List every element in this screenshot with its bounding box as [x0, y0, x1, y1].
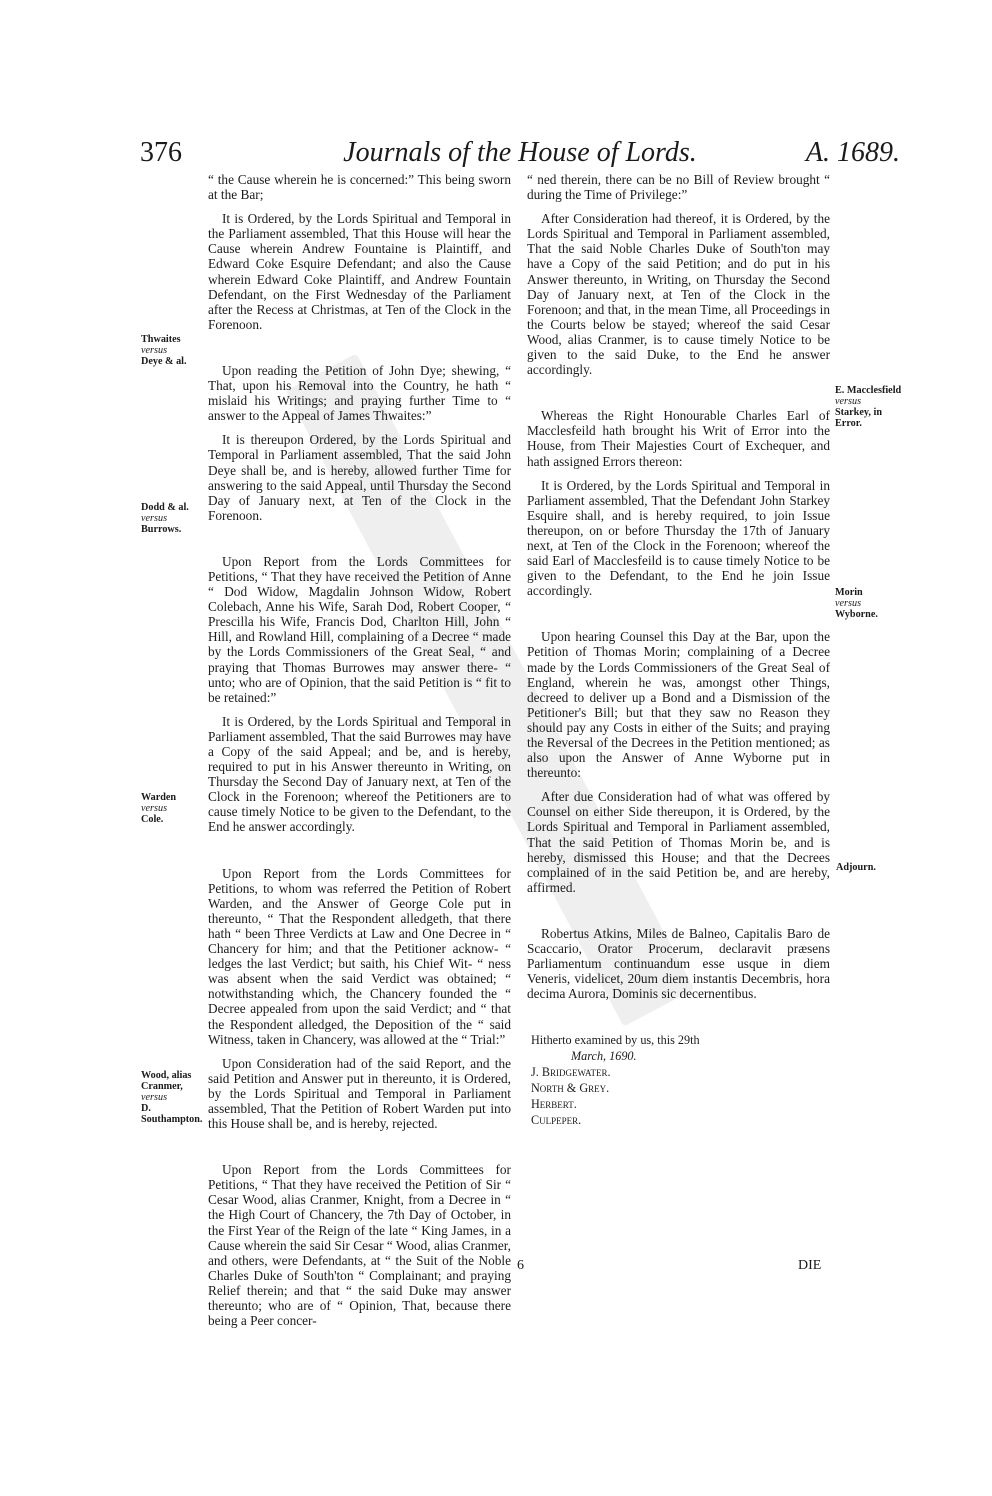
margin-note: Dodd & al. versus Burrows.: [141, 502, 189, 535]
page-year: A. 1689.: [805, 137, 900, 168]
paragraph: Whereas the Right Honourable Charles Earl of Macclesfeild hath brought his Writ of Error into the House, from Their Majesties Court of Exchequer, and hath assigned Errors thereon:: [527, 408, 830, 469]
page-number: 376: [140, 137, 182, 168]
margin-note: Adjourn.: [836, 862, 876, 873]
paragraph: It is Ordered, by the Lords Spiritual and Temporal in Parliament assembled, That the Defendant John Starkey Esquire shall, and is hereby required, to join Issue thereupon, on or before Thursday the 17th of January next, at Ten of the Clock in the Forenoon; whereof the said Earl of Macclesfeild is to cause timely Notice to be given to the Defendant, to the End he join Issue accordingly.: [527, 477, 830, 599]
signature-date: March, 1690.: [571, 1049, 637, 1064]
margin-note: Thwaites versus Deye & al.: [141, 334, 187, 367]
signatory: J. Bridgewater.: [531, 1065, 611, 1080]
margin-note: E. Macclesfield versus Starkey, in Error.: [835, 385, 902, 429]
paragraph: Upon Consideration had of the said Report, and the said Petition and Answer put in thereunto, it is Ordered, by the Lords Spiritual and Temporal in Parliament assembled, That the Petition of Robert Warden put into this House shall be, and is hereby, rejected.: [208, 1055, 511, 1132]
paragraph: Robertus Atkins, Miles de Balneo, Capitalis Baro de Scaccario, Orator Procerum, declaravit præsens Parliamentum continuandum esse usque in diem Veneris, videlicet, 20um diem instantis Decembris, hora decima Aurora, Dominis sic decernentibus.: [527, 925, 830, 1002]
paragraph: Upon Report from the Lords Committees for Petitions, to whom was referred the Petition of Robert Warden, and the Answer of George Cole put in thereunto, “ That the Respondent alledgeth, that there hath “ been Three Verdicts at Law and One Decree in “ Chancery for him; and that the Petitioner acknow- “ ledges the last Verdict; but saith, his Chief Wit- “ ness was absent when the said Verdict was obtained; “ notwithstanding which, the Chancery founded the “ Decree appealed from upon the said Verdict; and “ that the Respondent alledged, the Deposition of the “ said Witness, taken in Chancery, was allowed at the “ Trial:”: [208, 865, 511, 1047]
paragraph: It is Ordered, by the Lords Spiritual and Temporal in the Parliament assembled, That this House will hear the Cause wherein Andrew Fountaine is Plaintiff, and Edward Coke Esquire Defendant; and also the Cause wherein Edward Coke Plaintiff, and Andrew Fountain Defendant, on the First Wednesday of the Parliament after the Recess at Christmas, at Ten of the Clock in the Forenoon.: [208, 211, 511, 332]
paragraph: Upon reading the Petition of John Dye; shewing, “ That, upon his Removal into the Country, he hath “ mislaid his Writings; and praying further Time to “ answer to the Appeal of James Thwaites:”: [208, 362, 511, 424]
page-header: [140, 137, 900, 177]
paragraph: It is thereupon Ordered, by the Lords Spiritual and Temporal in Parliament assembled, That the said John Deye shall be, and is hereby, allowed further Time for answering to the said Appeal, until Thursday the Second Day of January next, at Ten of the Clock in the Forenoon.: [208, 432, 511, 523]
margin-note: Wood, alias Cranmer, versus D. Southampton.: [141, 1070, 203, 1125]
right-column: [527, 172, 830, 1128]
paragraph: “ ned therein, there can be no Bill of Review brought “ during the Time of Privilege:”: [527, 172, 830, 203]
paragraph: Upon Report from the Lords Committees for Petitions, “ That they have received the Petition of Anne “ Dod Widow, Magdalin Johnson Widow, Robert Colebach, Anne his Wife, Sarah Dod, Robert Cooper, “ Prescilla his Wife, Francis Dod, Charlton Hill, John “ Hill, and Rowland Hill, complaining of a Decree “ made by the Lords Commissioners of the Great Seal, “ and praying that Thomas Burrowes may answer there- “ unto; who are of Opinion, that the said Petition is “ fit to be retained:”: [208, 553, 511, 705]
signature-mark: 6: [517, 1258, 524, 1273]
signature-block: [527, 1032, 830, 1128]
paragraph: After due Consideration had of what was offered by Counsel on either Side thereupon, it is Ordered, by the Lords Spiritual and Temporal in Parliament assembled, That the said Petition of Thomas Morin be, and is hereby, dismissed this House; and that the Decrees complained of in the said Petition be, and are hereby, affirmed.: [527, 789, 830, 895]
catchword: DIE: [798, 1258, 822, 1273]
left-column: [208, 172, 511, 1337]
signatory: Culpeper.: [531, 1113, 582, 1128]
paragraph: It is Ordered, by the Lords Spiritual and Temporal in Parliament assembled, That the said Burrowes may have a Copy of the said Appeal; and be, and is hereby, required to put in his Answer thereunto in Writing, on Thursday the Second Day of January next, at Ten of the Clock in the Forenoon; whereof the Petitioners are to cause timely Notice to be given to the Defendant, to the End he answer accordingly.: [208, 713, 511, 835]
margin-note: Warden versus Cole.: [141, 792, 177, 825]
signatory: North & Grey.: [531, 1081, 610, 1096]
signatory: Herbert.: [531, 1097, 577, 1112]
paragraph: Upon Report from the Lords Committees for Petitions, “ That they have received the Petition of Sir “ Cesar Wood, alias Cranmer, Knight, from a Decree in “ the High Court of Chancery, the 7th Day of October, in the First Year of the Reign of the late “ King James, in a Cause wherein the said Sir Cesar “ Wood, alias Cranmer, and others, were Defendants, at “ the Suit of the Noble Charles Duke of South'ton “ Complainant; and praying Relief therein; and that “ the said Duke may answer thereunto; who are of “ Opinion, That, because there being a Peer concer-: [208, 1162, 511, 1329]
margin-note: Morin versus Wyborne.: [835, 587, 878, 620]
signature-intro: Hitherto examined by us, this 29th: [531, 1033, 700, 1048]
paragraph: After Consideration had thereof, it is Ordered, by the Lords Spiritual and Temporal in Parliament assembled, That the said Noble Charles Duke of South'ton may have a Copy of the said Petition; and do put in his Answer thereunto, in Writing, on Thursday the Second Day of January next, at Ten of the Clock in the Forenoon; and that, in the mean Time, all Proceedings in the Courts below be stayed; whereof the said Cesar Wood, alias Cranmer, is to cause timely Notice to be given to the said Duke, to the End he answer accordingly.: [527, 211, 830, 378]
running-title: Journals of the House of Lords.: [343, 137, 697, 168]
paragraph: Upon hearing Counsel this Day at the Bar, upon the Petition of Thomas Morin; complaining of a Decree made by the Lords Commissioners of the Great Seal of England, wherein he was, amongst other Things, decreed to deliver up a Bond and a Dismission of the Petitioner's Bill; but that they saw no Reason they should pay any Costs in either of the Suits; and praying the Reversal of the Decrees in the Petition mentioned; as also upon the Answer of Anne Wyborne put in thereunto:: [527, 629, 830, 781]
paragraph: “ the Cause wherein he is concerned:” This being sworn at the Bar;: [208, 172, 511, 203]
